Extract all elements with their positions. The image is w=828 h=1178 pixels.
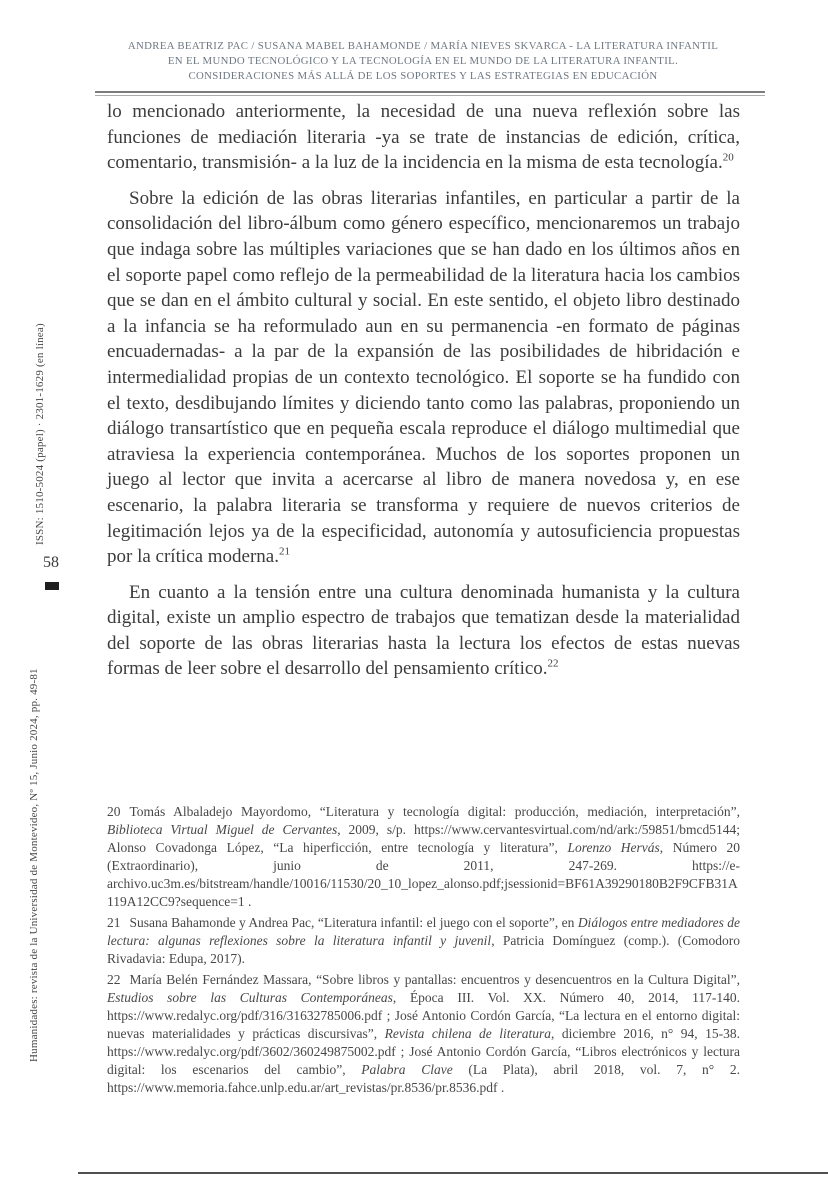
footnote-text-segment: , Número 20 (Extraordinario), junio de 2011, 247-269. https://e-archivo.uc3m.es/bitstream/handle/10016/11530/20_10_lopez_alonso.pdf;jsessionid=BF61A39290180B2F9CFB31A119A12CC9?sequence=1 . bbox=[107, 840, 741, 909]
footnote-text-segment: , diciembre 2016, n° 94, 15-38. https://www.redalyc.org/pdf/3602/360249875002.pdf ; José Antonio Cordón García, “Libros electrónicos y lectura digital: los escenarios del cambio”, bbox=[107, 1026, 741, 1077]
header-rule bbox=[95, 91, 765, 96]
footnote-italic-segment: Estudios sobre las Culturas Contemporáneas bbox=[107, 990, 393, 1005]
footnote-text-segment: Susana Bahamonde y Andrea Pac, “Literatura infantil: el juego con el soporte”, en bbox=[129, 915, 578, 930]
page-number: 58 bbox=[43, 554, 59, 571]
body-paragraph bbox=[107, 580, 740, 682]
footnote-italic-segment: Biblioteca Virtual Miguel de Cervantes bbox=[107, 822, 338, 837]
footnote-20 bbox=[107, 803, 740, 911]
footnotes-section bbox=[107, 803, 740, 1100]
footnote-number: 21 bbox=[107, 915, 121, 930]
page-number-marker bbox=[45, 582, 59, 590]
page-bottom-edge bbox=[78, 1172, 828, 1174]
article-body bbox=[107, 99, 740, 692]
paragraph-text: Sobre la edición de las obras literarias infantiles, en particular a partir de la consolidación del libro-álbum como género específico, mencionaremos un trabajo que indaga sobre las múltiples variaciones que se han dado en los últimos años en el soporte papel como reflejo de la permeabilidad de la literatura hacia los cambios que se dan en el ámbito cultural y social. En este sentido, el objeto libro destinado a la infancia se ha reformulado aun en su permanencia -en formato de páginas encuadernadas- a la par de la expansión de las posibilidades de hibridación e intermedialidad propias de un contexto tecnológico. El soporte se ha fundido con el texto, desdibujando límites y diciendo tanto como las palabras, proponiendo un diálogo transartístico que en pequeña escala reproduce el diálogo multimedial que atraviesa la experiencia contemporánea. Muchos de los soportes proponen un juego al lector que invita a acercarse al libro de manera novedosa y, en ese escenario, la palabra literaria se transforma y requiere de nuevos criterios de legitimación lejos ya de la especificidad, autonomía y autosuficiencia propuestas por la crítica moderna. bbox=[107, 187, 740, 568]
footnote-text-segment: Tomás Albaladejo Mayordomo, “Literatura y tecnología digital: producción, mediación, interpretación”, bbox=[129, 804, 740, 819]
body-paragraph bbox=[107, 99, 740, 176]
header-authors-line: ANDREA BEATRIZ PAC / SUSANA MABEL BAHAMONDE / MARÍA NIEVES SKVARCA - LA LITERATURA INFANTIL bbox=[127, 40, 719, 52]
footnote-ref-20: 20 bbox=[722, 151, 734, 164]
footnote-italic-segment: Revista chilena de literatura bbox=[384, 1026, 552, 1041]
footnote-number: 22 bbox=[107, 972, 121, 987]
paragraph-text: lo mencionado anteriormente, la necesidad de una nueva reflexión sobre las funciones de mediación literaria -ya se trate de instancias de edición, crítica, comentario, transmisión- a la luz de la incidencia en la misma de esta tecnología. bbox=[107, 101, 740, 174]
footnote-ref-21: 21 bbox=[278, 545, 290, 558]
footnote-text-segment: (La Plata), abril 2018, vol. 7, n° 2. https://www.memoria.fahce.unlp.edu.ar/art_revistas/pr.8536/pr.8536.pdf . bbox=[107, 1062, 740, 1095]
footnote-italic-segment: Palabra Clave bbox=[361, 1062, 453, 1077]
header-title-line: EN EL MUNDO TECNOLÓGICO Y LA TECNOLOGÍA EN EL MUNDO DE LA LITERATURA INFANTIL. bbox=[167, 55, 679, 67]
running-header bbox=[100, 39, 746, 84]
paragraph-text: En cuanto a la tensión entre una cultura denominada humanista y la cultura digital, existe un amplio espectro de trabajos que tematizan desde la materialidad del soporte de las obras literarias hasta la lectura los efectos de estas nuevas formas de leer sobre el desarrollo del pensamiento crítico. bbox=[107, 581, 740, 680]
header-subtitle-line: CONSIDERACIONES MÁS ALLÁ DE LOS SOPORTES Y LAS ESTRATEGIAS EN EDUCACIÓN bbox=[188, 70, 658, 82]
footnote-italic-segment: Diálogos entre mediadores de lectura: algunas reflexiones sobre la literatura infantil y juvenil bbox=[107, 915, 740, 948]
footnote-text-segment: , Época III. Vol. XX. Número 40, 2014, 117-140. https://www.redalyc.org/pdf/316/31632785006.pdf ; José Antonio Cordón García, “La lectura en el entorno digital: nuevas materialidades y prácticas discursivas”, bbox=[107, 990, 740, 1041]
footnote-ref-22: 22 bbox=[547, 658, 559, 671]
footnote-text-segment: , 2009, s/p. https://www.cervantesvirtual.com/nd/ark:/59851/bmcd5144; Alonso Covadonga López, “La hiperficción, entre tecnología y literatura”, bbox=[107, 822, 741, 855]
footnote-21 bbox=[107, 914, 740, 968]
footnote-text-segment: María Belén Fernández Massara, “Sobre libros y pantallas: encuentros y desencuentros en la Cultura Digital”, bbox=[129, 972, 740, 987]
footnote-italic-segment: Lorenzo Hervás bbox=[567, 840, 660, 855]
journal-citation-label: Humanidades: revista de la Universidad de Montevideo, Nº 15, Junio 2024, pp. 49-81 bbox=[28, 668, 40, 1062]
body-paragraph bbox=[107, 186, 740, 570]
footnote-number: 20 bbox=[107, 804, 121, 819]
issn-label: ISSN: 1510-5024 (papel) · 2301-1629 (en línea) bbox=[34, 323, 46, 545]
footnote-22 bbox=[107, 971, 740, 1097]
footnote-text-segment: , Patricia Domínguez (comp.). (Comodoro Rivadavia: Edupa, 2017). bbox=[107, 933, 740, 966]
